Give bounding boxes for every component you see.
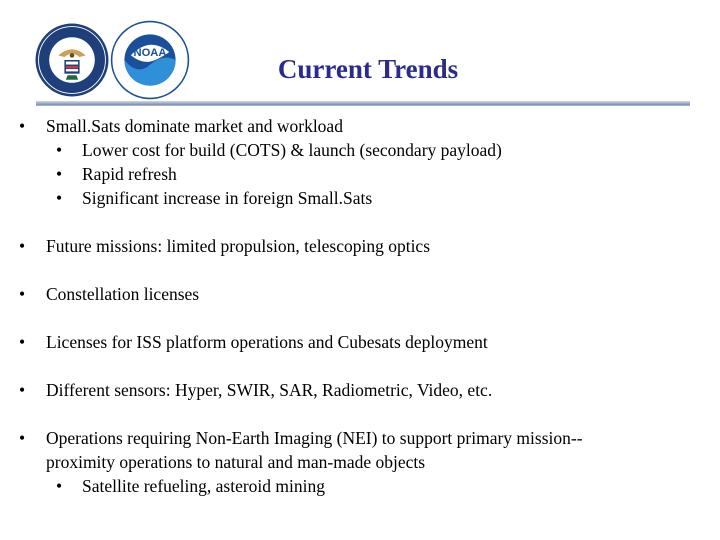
list-item <box>19 378 493 402</box>
bullet-glyph: • <box>19 284 26 304</box>
bullet-glyph: • <box>56 164 63 184</box>
bullet-text: Constellation licenses <box>46 284 200 304</box>
sub-bullet-text: Satellite refueling, asteroid mining <box>82 476 325 496</box>
sub-list-item <box>56 186 373 210</box>
list-item <box>19 114 343 138</box>
list-item <box>19 282 200 306</box>
sub-bullet-text: Rapid refresh <box>82 164 177 184</box>
bullet-text: Operations requiring Non-Earth Imaging (NEI) to support primary mission-- <box>46 428 583 448</box>
bullet-glyph: • <box>19 428 26 448</box>
bullet-glyph: • <box>19 236 26 256</box>
page-title: Current Trends <box>277 54 459 84</box>
sub-bullet-text: Lower cost for build (COTS) & launch (secondary payload) <box>82 140 502 160</box>
bullet-text: Future missions: limited propulsion, telescoping optics <box>46 236 431 256</box>
noaa-text: NOAA <box>133 47 167 59</box>
bullet-text: Licenses for ISS platform operations and Cubesats deployment <box>46 332 488 352</box>
bullet-glyph: • <box>56 140 63 160</box>
list-item <box>19 426 583 450</box>
bullet-glyph: • <box>19 380 26 400</box>
sub-list-item <box>56 162 177 186</box>
bullet-text: Different sensors: Hyper, SWIR, SAR, Radiometric, Video, etc. <box>46 380 493 400</box>
noaa-logo <box>110 20 190 100</box>
sub-list-item <box>56 474 325 498</box>
bullet-glyph: • <box>56 476 63 496</box>
header-divider-line <box>36 105 690 106</box>
list-item <box>19 234 431 258</box>
bullet-continuation: proximity operations to natural and man-made objects <box>46 452 426 472</box>
bullet-text: Small.Sats dominate market and workload <box>46 116 343 136</box>
sub-list-item <box>56 138 502 162</box>
sub-bullet-text: Significant increase in foreign Small.Sats <box>82 188 373 208</box>
bullet-glyph: • <box>19 116 26 136</box>
bullet-glyph: • <box>56 188 63 208</box>
bullet-glyph: • <box>19 332 26 352</box>
commerce-seal-logo <box>34 22 110 98</box>
list-item <box>19 330 488 354</box>
